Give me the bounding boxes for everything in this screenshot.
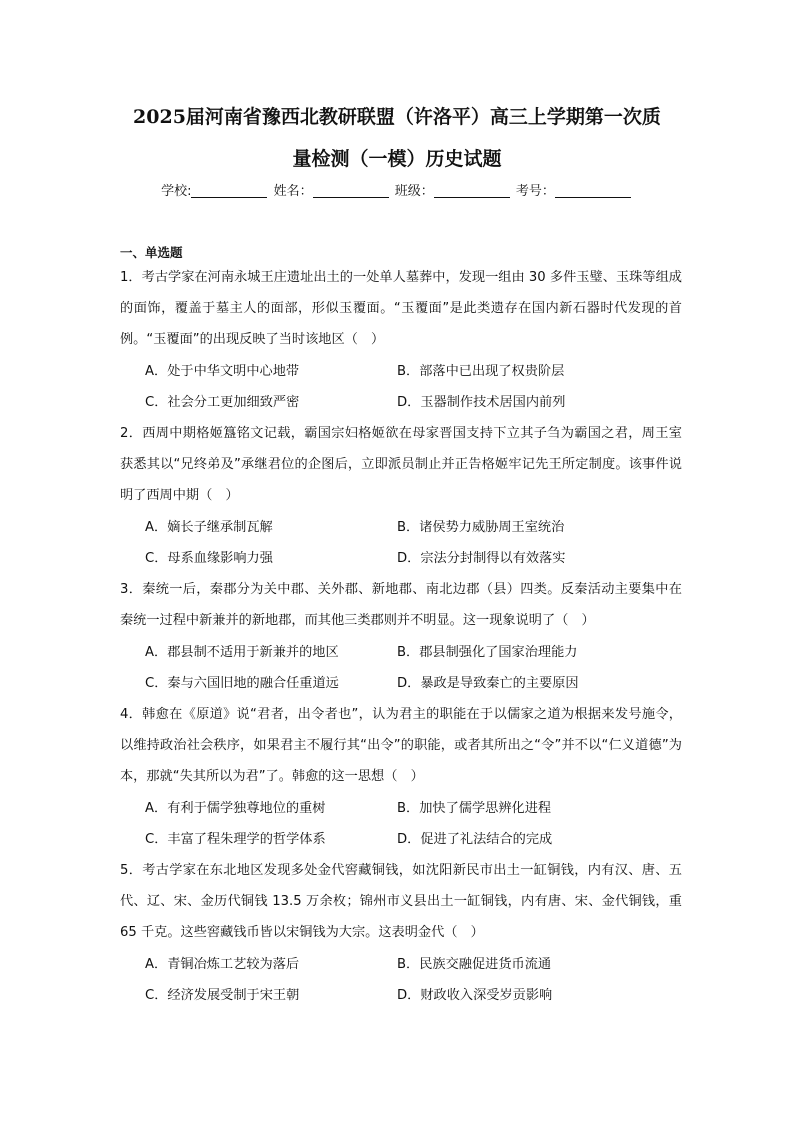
question-4-option-d: D．促进了礼法结合的完成 bbox=[397, 832, 553, 847]
question-5-option-c: C．经济发展受制于宋王朝 bbox=[145, 988, 300, 1003]
school-blank bbox=[191, 183, 267, 198]
question-3-option-b: B．郡县制强化了国家治理能力 bbox=[397, 645, 578, 660]
question-5-option-b: B．民族交融促进货币流通 bbox=[397, 957, 552, 972]
question-1-option-b: B．部落中已出现了权贵阶层 bbox=[397, 364, 565, 379]
exam-title-line-1: 2025届河南省豫西北教研联盟（许洛平）高三上学期第一次质 bbox=[133, 106, 661, 128]
question-5-option-a: A．青铜冶炼工艺较为落后 bbox=[145, 957, 300, 972]
question-5-option-d: D．财政收入深受岁贡影响 bbox=[397, 988, 553, 1003]
question-3-option-a: A．郡县制不适用于新兼并的地区 bbox=[145, 645, 339, 660]
question-2-stem: 2．西周中期格姬簋铭文记载，霸国宗妇格姬欲在母家晋国支持下立其子刍为霸国之君，周王室获悉其以“兄终弟及”承继君位的企图后，立即派员制止并正告格姬牢记先王所定制度。该事件说明了西周中期（ ） bbox=[120, 426, 682, 503]
student-info-row bbox=[0, 180, 794, 199]
question-1-option-a: A．处于中华文明中心地带 bbox=[145, 364, 300, 379]
question-2-option-c: C．母系血缘影响力强 bbox=[145, 551, 273, 566]
number-label: 考号： bbox=[515, 184, 555, 199]
name-blank bbox=[313, 183, 389, 198]
question-1-option-d: D．玉器制作技术居国内前列 bbox=[397, 395, 566, 410]
question-3-stem: 3．秦统一后，秦郡分为关中郡、关外郡、新地郡、南北边郡（县）四类。反秦活动主要集中在秦统一过程中新兼并的新地郡，而其他三类郡则并不明显。这一现象说明了（ ） bbox=[120, 582, 682, 628]
class-blank bbox=[434, 183, 510, 198]
question-4-option-a: A．有利于儒学独尊地位的重树 bbox=[145, 801, 326, 816]
question-2-option-d: D．宗法分封制得以有效落实 bbox=[397, 551, 566, 566]
exam-title-line-2: 量检测（一模）历史试题 bbox=[292, 148, 502, 170]
number-blank bbox=[555, 183, 631, 198]
question-3-option-d: D．暴政是导致秦亡的主要原因 bbox=[397, 676, 579, 691]
question-3-option-c: C．秦与六国旧地的融合任重道远 bbox=[145, 676, 339, 691]
class-label: 班级： bbox=[394, 184, 434, 199]
name-label: 姓名： bbox=[273, 184, 313, 199]
question-4-stem: 4．韩愈在《原道》说“君者，出令者也”，认为君主的职能在于以儒家之道为根据来发号施令，以维持政治社会秩序，如果君主不履行其“出令”的职能，或者其所出之“令”并不以“仁义道德”为本，那就“失其所以为君”了。韩愈的这一思想（ ） bbox=[120, 707, 682, 784]
question-4-option-b: B．加快了儒学思辨化进程 bbox=[397, 801, 552, 816]
question-1-option-c: C．社会分工更加细致严密 bbox=[145, 395, 300, 410]
question-1-stem: 1．考古学家在河南永城王庄遗址出土的一处单人墓葬中，发现一组由 30 多件玉璧、玉珠等组成的面饰，覆盖于墓主人的面部，形似玉覆面。“玉覆面”是此类遗存在国内新石器时代发现的首例。“玉覆面”的出现反映了当时该地区（ ） bbox=[120, 270, 682, 347]
question-2-option-a: A．嫡长子继承制瓦解 bbox=[145, 520, 273, 535]
question-5-stem: 5．考古学家在东北地区发现多处金代窖藏铜钱，如沈阳新民市出土一缸铜钱，内有汉、唐、五代、辽、宋、金历代铜钱 13.5 万余枚；锦州市义县出土一缸铜钱，内有唐、宋、金代铜钱，重 65 千克。这些窖藏钱币皆以宋铜钱为大宗。这表明金代（ ） bbox=[120, 863, 682, 940]
school-label: 学校: bbox=[161, 184, 192, 199]
question-4-option-c: C．丰富了程朱理学的哲学体系 bbox=[145, 832, 326, 847]
section-heading: 一、单选题 bbox=[120, 245, 183, 260]
question-2-option-b: B．诸侯势力威胁周王室统治 bbox=[397, 520, 565, 535]
